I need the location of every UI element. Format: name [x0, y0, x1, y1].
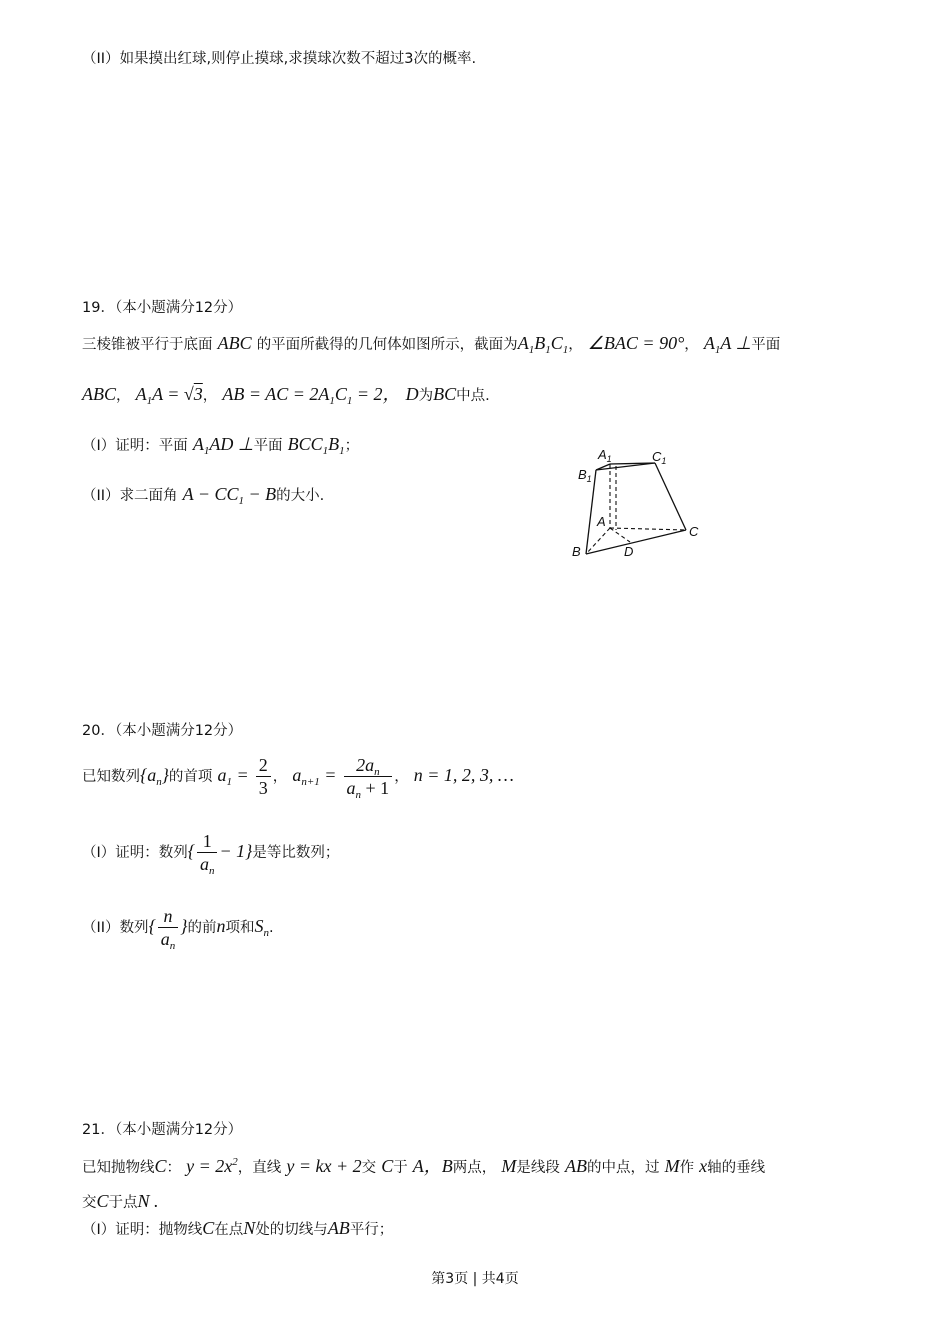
- q21-line1-b: ，直线: [237, 1160, 282, 1176]
- q20-part1: [82, 830, 339, 875]
- q19-eq2: = 2，: [356, 384, 401, 404]
- q21-line1-f: 两点，: [452, 1160, 497, 1176]
- q21-line1-g: 是线段: [516, 1160, 560, 1176]
- q19-intro: [82, 332, 780, 356]
- label-c1-sub: 1: [661, 456, 667, 466]
- q20-frac2-den-text: a: [346, 778, 356, 798]
- q21-n-2: N: [243, 1218, 256, 1238]
- q19-ab-eq: AB = AC = $2A_1C_1 = 2$，: [222, 384, 401, 407]
- q21-line1: [82, 1155, 765, 1179]
- q19-cond-sep2: ，: [202, 388, 218, 404]
- label-c1: [652, 449, 666, 466]
- q20-sn-letter: S: [254, 916, 264, 936]
- edge-bc: [586, 530, 686, 554]
- q20-frac-n-an: [158, 905, 179, 950]
- q20-part2-c: 项和: [225, 920, 255, 936]
- q21-line-eq: y = kx + 2: [286, 1156, 362, 1176]
- q21-part1: [82, 1217, 393, 1241]
- q20-sep1: ，: [272, 769, 288, 785]
- q19-cond-d: 为: [418, 388, 434, 404]
- q19-dihedral: $A - CC_1 - B$: [182, 484, 277, 507]
- q19-part1-end: ；: [344, 438, 360, 454]
- q21-c-3: C: [96, 1191, 109, 1211]
- q21-parabola: $y = 2x^2$: [186, 1156, 238, 1176]
- label-b1-letter: B: [578, 467, 587, 482]
- q20-line1-b: 的首项: [168, 769, 213, 785]
- q19-part2: [82, 483, 324, 507]
- q21-line1-d: 交: [361, 1160, 377, 1176]
- q20-part1-a: 证明：数列: [115, 845, 188, 861]
- q20-sep2: ，: [394, 769, 409, 785]
- q20-part1-num: 1: [197, 830, 218, 853]
- q21-n: N .: [137, 1191, 159, 1211]
- q21-header: 21．（本小题满分12分）: [82, 1122, 243, 1138]
- q19-a1a-perp: $A_1A$ ⊥: [703, 333, 752, 356]
- q20-part2-num: n: [158, 905, 179, 928]
- q20-part2-label: （II）: [82, 920, 120, 936]
- q19-sep1: ，: [568, 337, 583, 353]
- q21-c-2: C: [381, 1156, 394, 1176]
- q19-part2-label: （II）: [82, 488, 120, 504]
- q21-line2: [82, 1190, 159, 1214]
- label-a1-sub: 1: [606, 454, 612, 464]
- q21-line1-j: 轴的垂线: [707, 1160, 766, 1176]
- label-c: C: [689, 524, 699, 539]
- q19-sep2: ，: [684, 337, 699, 353]
- q20-part1-tail: − 1}: [219, 841, 253, 861]
- label-a1-letter: A: [598, 447, 607, 462]
- edge-ab: [586, 528, 610, 554]
- q20-frac2-den-tail: + 1: [365, 778, 390, 798]
- q20-part2-n: n: [216, 916, 226, 936]
- q21-line1-e: 于: [393, 1160, 408, 1176]
- q19-part1: [82, 433, 359, 457]
- q19-cond: [82, 383, 490, 407]
- label-d: D: [624, 544, 634, 559]
- q21-line1-i: 作: [679, 1160, 695, 1176]
- q19-d: D: [405, 384, 419, 404]
- label-b1: [578, 467, 592, 484]
- q20-sn: $S_n$: [254, 916, 269, 939]
- label-a1: [597, 447, 612, 464]
- q20-an1: $a_{n+1}$ =: [292, 765, 337, 788]
- label-c1-letter: C: [652, 449, 662, 464]
- q21-line2-b: 于点: [108, 1195, 138, 1211]
- q20-frac2-num: $2a_n$: [344, 754, 393, 777]
- q20-brace-close: }: [180, 916, 188, 936]
- q20-a1: $a_1$ =: [217, 765, 249, 788]
- edge-ad: [610, 528, 630, 542]
- q19-abc: ABC: [217, 333, 252, 353]
- q19-part2-a: 求二面角: [119, 488, 178, 504]
- q21-ab-seg: AB: [564, 1156, 587, 1176]
- q19-section: $A_1B_1C_1$: [517, 333, 569, 356]
- q19-a1a-val: = √3: [167, 384, 203, 404]
- q19-header: 19．（本小题满分12分）: [82, 300, 243, 316]
- q19-intro-b: 的平面所截得的几何体如图所示，截面为: [256, 337, 518, 353]
- q20-part2-den: $a_n$: [160, 929, 176, 952]
- q20-brace-open: {: [187, 841, 195, 861]
- q21-part1-label: （I）: [82, 1222, 116, 1238]
- q20-frac1-den: 3: [258, 778, 268, 798]
- q19-angle: ∠BAC = 90°: [587, 333, 685, 353]
- q20-seq: $\{a_n\}$: [140, 765, 169, 788]
- q18-part2-text: 如果摸出红球,则停止摸球,求摸球次数不超过3次的概率.: [119, 51, 477, 67]
- q20-line1: [82, 754, 514, 799]
- q21-part1-a: 证明：抛物线: [115, 1222, 203, 1238]
- q20-part1-den: $a_n$: [199, 854, 215, 877]
- q19-a1a-len: $A_1A = √3$: [135, 384, 203, 407]
- q20-part2-den-text: a: [160, 929, 170, 949]
- edge-ac: [610, 528, 686, 530]
- q20-n-range: n = 1, 2, 3, …: [413, 765, 514, 785]
- q20-brace-open-2: {: [148, 916, 156, 936]
- q19-part1-a: 证明：平面: [115, 438, 188, 454]
- q19-bc: BC: [433, 384, 457, 404]
- label-b1-sub: 1: [586, 474, 592, 484]
- q19-part1-label: （I）: [82, 438, 116, 454]
- q21-line1-a: 已知抛物线: [82, 1160, 155, 1176]
- q20-part2-b: 的前: [187, 920, 217, 936]
- q21-c-4: C: [202, 1218, 215, 1238]
- page-footer: 第3页 | 共4页: [431, 1271, 519, 1287]
- q20-part2: [82, 905, 274, 950]
- q21-line2-a: 交: [82, 1195, 97, 1211]
- q18-part2-label: （II）: [82, 51, 120, 67]
- q20-part2-end: .: [268, 920, 274, 936]
- q19-cond-mid: 中点.: [456, 388, 490, 404]
- q21-c: C: [154, 1156, 167, 1176]
- q21-x: x: [699, 1156, 708, 1176]
- q20-frac2-den: $a_n + 1$: [346, 778, 390, 801]
- q21-m: M: [501, 1156, 517, 1176]
- q19-part1-b: 平面: [253, 438, 283, 454]
- q20-header: 20．（本小题满分12分）: [82, 723, 243, 739]
- q20-part1-b: 是等比数列；: [252, 845, 340, 861]
- q19-intro-c: 平面: [751, 337, 781, 353]
- q20-part1-label: （I）: [82, 845, 116, 861]
- label-a: A: [597, 514, 606, 529]
- q21-part1-c: 处的切线与: [255, 1222, 328, 1238]
- q19-plane1: $A_1AD$ ⊥: [192, 434, 254, 457]
- q20-a1-letter: a: [217, 765, 227, 785]
- q20-part2-a: 数列: [119, 920, 149, 936]
- q20-frac1-num: 2: [256, 754, 271, 777]
- q18-part2: [82, 47, 476, 70]
- q20-frac-recur: [344, 754, 393, 799]
- q21-ab-2: AB: [327, 1218, 350, 1238]
- q19-plane2: $BCC_1B_1$: [287, 434, 345, 457]
- q20-frac-inv: [197, 830, 218, 875]
- q21-m-2: M: [664, 1156, 680, 1176]
- q19-ab-val: AB = AC = 2: [222, 384, 319, 404]
- q21-line1-h: 的中点，过: [586, 1160, 660, 1176]
- q19-part2-b: 的大小.: [276, 488, 325, 504]
- q20-a1-eq: =: [236, 765, 249, 785]
- q20-frac-two-thirds: [256, 754, 271, 799]
- q20-frac2-num-text: 2a: [356, 755, 375, 775]
- q21-part1-b: 在点: [214, 1222, 244, 1238]
- q20-line1-a: 已知数列: [82, 769, 140, 785]
- frustum-figure: [568, 444, 708, 564]
- q21-colon: ：: [166, 1160, 182, 1176]
- q19-cond-sep1: ，: [116, 388, 131, 404]
- q21-parabola-eq: y = 2x: [186, 1156, 233, 1176]
- label-b: B: [572, 544, 581, 559]
- q19-abc-2: ABC: [82, 384, 116, 404]
- q21-ab-pts: A，B: [412, 1156, 453, 1176]
- q20-part1-den-text: a: [199, 854, 209, 874]
- q19-intro-a: 三棱锥被平行于底面: [82, 337, 213, 353]
- q21-part1-d: 平行；: [349, 1222, 394, 1238]
- edge-cc1: [655, 463, 686, 530]
